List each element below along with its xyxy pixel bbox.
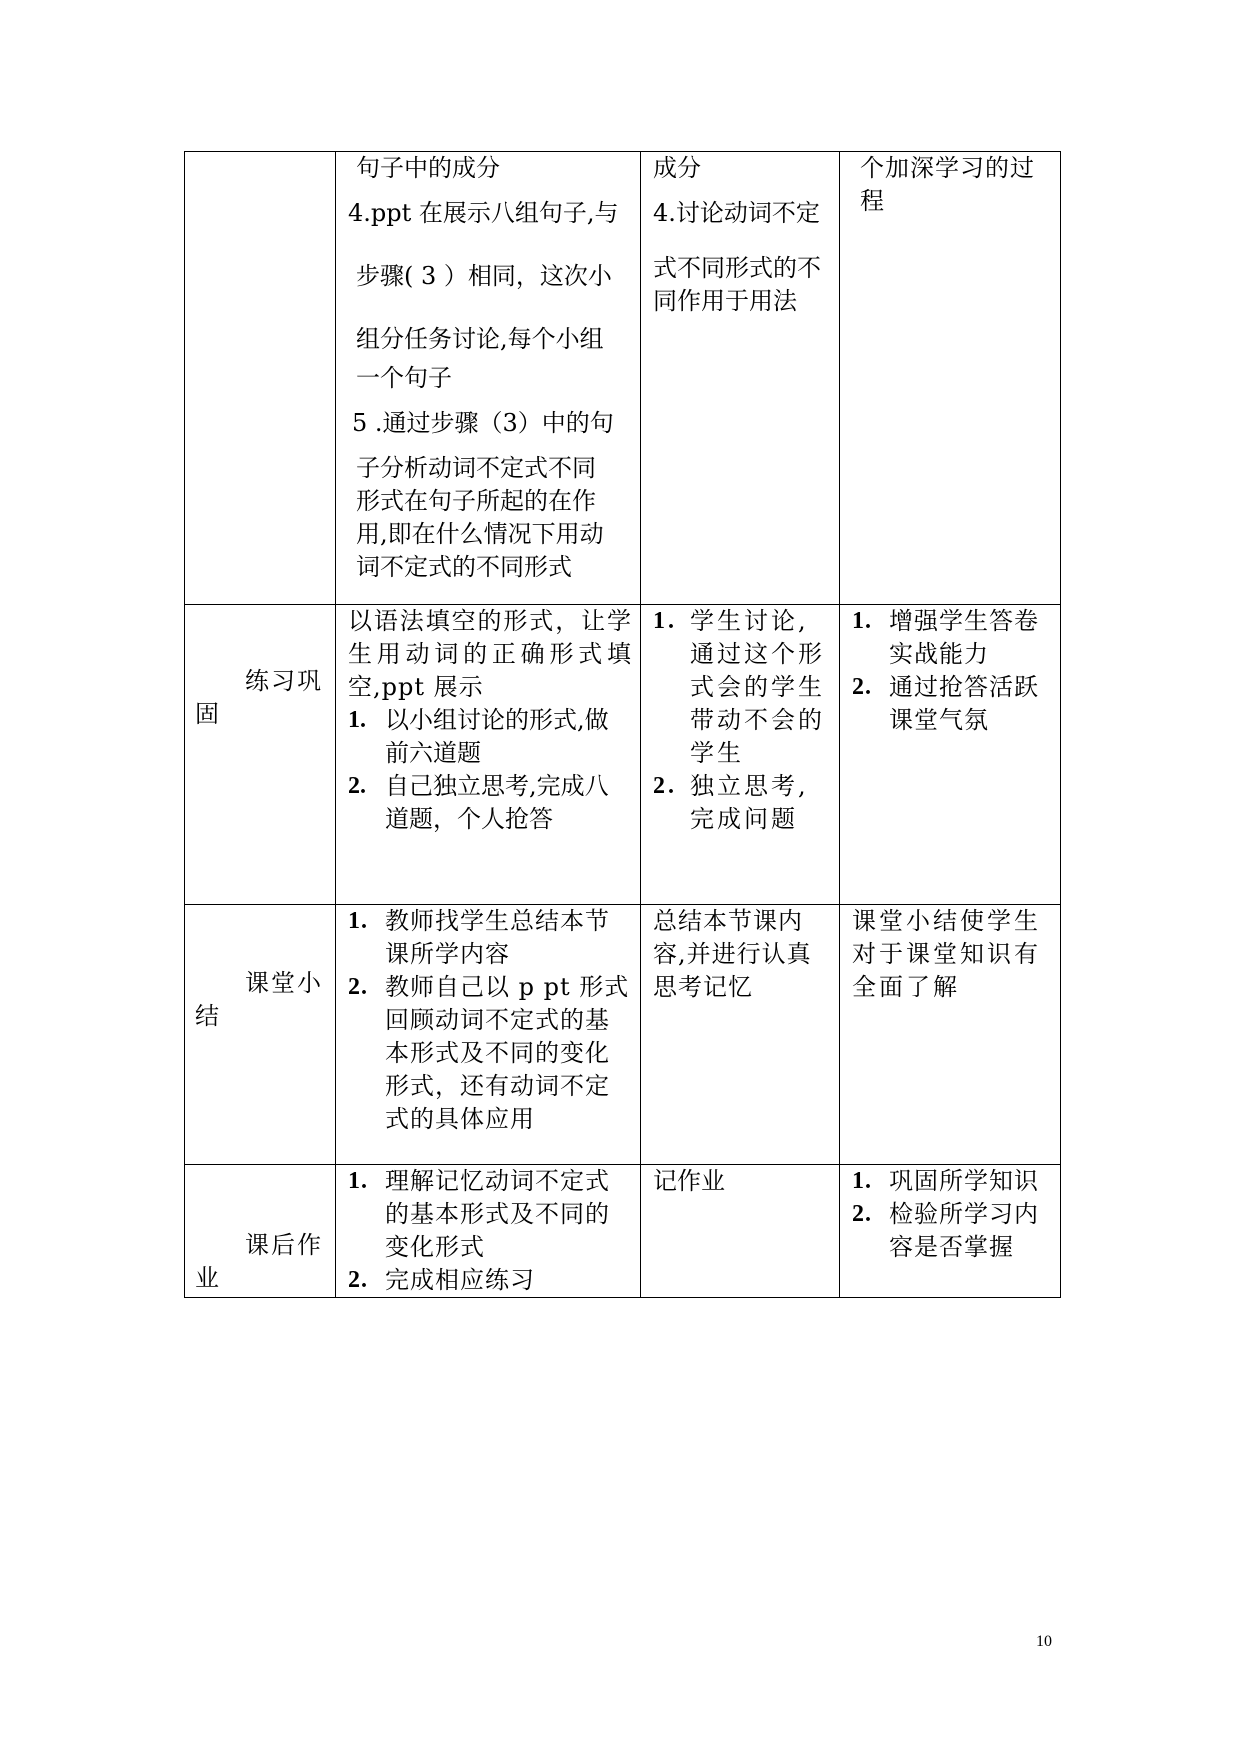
- list-item: 2. 独立思考,完成问题: [653, 772, 809, 833]
- table-row: [185, 152, 1061, 605]
- list-item: 2. 自己独立思考,完成八道题，个人抢答: [348, 772, 609, 833]
- design-purpose-cell: [840, 605, 1061, 905]
- teacher-activity-cell: 句子中的成分 4.ppt 在展示八组句子,与 步骤( 3 ）相同，这次小 组分任务讨论,每个小组 一个句子 5 .通过步骤（3）中的句 子分析动词不定式不同 形式在句子所起的在作 用,即在什么情况下用动 词不定式的不同形式: [336, 152, 641, 605]
- teacher-steps-list: [336, 1165, 640, 1297]
- table-row: [185, 605, 1061, 905]
- student-activity-cell: 成分 4.讨论动词不定 式不同形式的不 同作用于用法: [641, 152, 840, 605]
- list-item: 2. 检验所学习内容是否掌握: [852, 1200, 1039, 1261]
- list-item: 2. 完成相应练习: [348, 1266, 535, 1294]
- purpose-list: [840, 1165, 1060, 1264]
- list-item: 1. 理解记忆动词不定式的基本形式及不同的变化形式: [348, 1167, 610, 1261]
- list-item: 1. 以小组讨论的形式,做前六道题: [348, 706, 609, 767]
- lesson-plan-table: [184, 151, 1061, 1298]
- student-activity-cell: 记作业: [641, 1165, 840, 1298]
- teacher-activity-cell: [336, 1165, 641, 1298]
- stage-cell: 课堂小结: [185, 905, 336, 1165]
- table-row: [185, 905, 1061, 1165]
- teacher-activity-cell: 以语法填空的形式，让学生用动词的正确形式填空,ppt 展示 1. 以小组讨论的形式,做前六道题 2. 自己独立思考,完成八道题，个人抢答: [336, 605, 641, 905]
- teacher-steps-list: [336, 905, 640, 1136]
- student-steps-list: [641, 605, 839, 836]
- design-purpose-cell: 课堂小结使学生对于课堂知识有全面了解: [840, 905, 1061, 1165]
- list-item: 1. 增强学生答卷实战能力: [852, 607, 1039, 668]
- teacher-activity-cell: [336, 905, 641, 1165]
- stage-cell: 练习巩固: [185, 605, 336, 905]
- design-purpose-cell: [840, 1165, 1061, 1298]
- list-item: 2. 教师自己以 p pt 形式回顾动词不定式的基本形式及不同的变化形式，还有动词不定式的具体应用: [348, 973, 630, 1133]
- teacher-steps-list: [336, 704, 640, 836]
- stage-cell: [185, 152, 336, 605]
- list-item: 1. 巩固所学知识: [852, 1167, 1039, 1195]
- page-number: 10: [1036, 1633, 1052, 1650]
- student-activity-cell: [641, 605, 840, 905]
- list-item: 1. 教师找学生总结本节课所学内容: [348, 907, 610, 968]
- purpose-list: [840, 605, 1060, 737]
- design-purpose-cell: 个加深学习的过 程: [840, 152, 1061, 605]
- stage-cell: 课后作业: [185, 1165, 336, 1298]
- table-row: [185, 1165, 1061, 1298]
- list-item: 2. 通过抢答活跃课堂气氛: [852, 673, 1039, 734]
- student-activity-cell: 总结本节课内容,并进行认真思考记忆: [641, 905, 840, 1165]
- list-item: 1. 学生讨论,通过这个形式会的学生带动不会的学生: [653, 607, 825, 767]
